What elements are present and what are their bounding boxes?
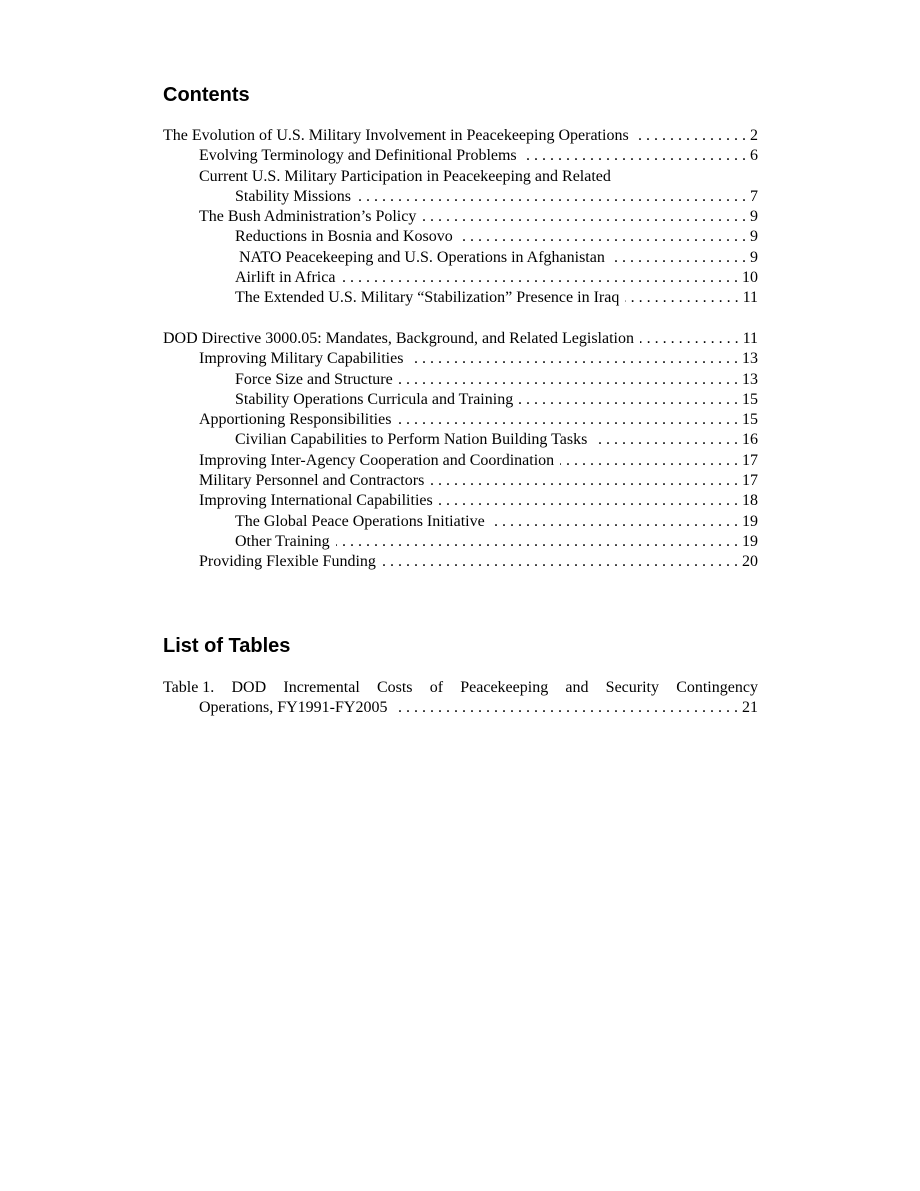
toc-entry-page: 7 [750, 187, 758, 205]
toc-entry-title: DOD Directive 3000.05: Mandates, Background, and Related Legislation [163, 329, 634, 347]
dot-leader [459, 227, 746, 247]
table-title-word: Peacekeeping [460, 679, 549, 696]
toc-entry[interactable] [163, 532, 758, 552]
toc-entry-continuation[interactable] [163, 187, 758, 207]
toc-entry-page: 19 [742, 532, 758, 550]
toc-entry[interactable] [163, 146, 758, 166]
toc-entry[interactable] [163, 471, 758, 491]
toc-entry-title: Apportioning Responsibilities [199, 411, 392, 429]
dot-leader [399, 370, 738, 390]
table-title-word: Security [605, 679, 659, 696]
toc-entry-page: 2 [750, 127, 758, 144]
toc-entry-page: 6 [750, 147, 758, 165]
toc-entry-page: 19 [742, 512, 758, 530]
table-label: Table 1. [163, 679, 215, 696]
toc-entry-title: The Global Peace Operations Initiative [235, 512, 485, 530]
dot-leader [397, 410, 738, 430]
toc-entry-page: 18 [742, 492, 758, 510]
dot-leader [491, 512, 738, 532]
toc-entry-title: NATO Peacekeeping and U.S. Operations in Afghanistan [239, 248, 605, 266]
toc-entry-page: 15 [742, 411, 758, 429]
toc-entry-title: Other Training [235, 532, 330, 550]
toc-entry-title: The Bush Administration’s Policy [199, 208, 417, 226]
toc-entry[interactable] [163, 451, 758, 471]
table-entry-page: 21 [742, 699, 758, 717]
dot-leader [409, 349, 738, 369]
dot-leader [336, 532, 738, 552]
toc-entry[interactable] [163, 552, 758, 572]
list-of-tables-heading: List of Tables [163, 635, 291, 657]
toc-entry-page: 17 [742, 451, 758, 469]
toc-entry[interactable] [163, 167, 758, 187]
dot-leader [382, 552, 738, 572]
toc-entry-page: 15 [742, 390, 758, 408]
toc-entry[interactable] [163, 207, 758, 227]
toc-entry-page: 9 [750, 208, 758, 226]
toc-entry-title: Military Personnel and Contractors [199, 472, 425, 490]
toc-entry-title: Reductions in Bosnia and Kosovo [235, 228, 453, 246]
dot-leader [519, 390, 738, 410]
toc-entry[interactable] [163, 491, 758, 511]
dot-leader [439, 491, 738, 511]
toc-entry-title: Stability Operations Curricula and Training [235, 390, 514, 408]
toc-entry-page: 9 [750, 248, 758, 266]
toc-entry-page: 11 [742, 329, 758, 347]
toc-entry-title: Improving International Capabilities [199, 492, 433, 510]
toc-entry[interactable] [163, 227, 758, 247]
table-title-word: Contingency [676, 679, 758, 696]
toc-entry-title: Airlift in Africa [235, 269, 336, 287]
toc-entry-title: Stability Missions [235, 187, 352, 205]
toc-entry-page: 20 [742, 553, 758, 571]
toc-entry[interactable] [163, 349, 758, 369]
table-entry-line-1 [163, 678, 758, 698]
toc-entry-title: The Extended U.S. Military “Stabilization” Presence in Iraq [235, 289, 620, 307]
toc-entry-page: 17 [742, 472, 758, 490]
table-title-word: and [565, 679, 589, 696]
toc-entry-page: 11 [742, 289, 758, 307]
dot-leader [593, 430, 738, 450]
toc-entry[interactable] [163, 430, 758, 450]
table-title-word: Costs [376, 679, 413, 696]
toc-entry-page: 9 [750, 228, 758, 246]
dot-leader [341, 268, 738, 288]
toc-entry[interactable] [163, 370, 758, 390]
dot-leader [635, 126, 746, 146]
contents-list [163, 126, 758, 573]
toc-entry[interactable] [163, 329, 758, 349]
dot-leader [422, 207, 746, 227]
toc-entry-title: Force Size and Structure [235, 370, 393, 388]
toc-entry[interactable] [163, 512, 758, 532]
table-entry-line-2 [163, 698, 758, 718]
dot-leader [640, 329, 739, 349]
dot-leader [625, 288, 738, 308]
toc-entry-title: Civilian Capabilities to Perform Nation Building Tasks [235, 431, 588, 449]
toc-entry-title: Improving Inter-Agency Cooperation and Coordination [199, 451, 555, 469]
dot-leader [523, 146, 746, 166]
toc-entry-title: Providing Flexible Funding [199, 553, 376, 571]
table-title-continuation: Operations, FY1991-FY2005 [199, 699, 388, 717]
table-title-word: Incremental [283, 679, 360, 696]
dot-leader [357, 187, 746, 207]
dot-leader [430, 471, 738, 491]
table-title-word: of [429, 679, 444, 696]
toc-entry-page: 13 [742, 370, 758, 388]
dot-leader [611, 248, 746, 268]
toc-entry-title: Evolving Terminology and Definitional Problems [199, 147, 517, 165]
dot-leader [560, 451, 738, 471]
dot-leader [393, 698, 738, 718]
toc-entry-page: 16 [742, 431, 758, 449]
toc-entry[interactable] [163, 288, 758, 308]
toc-entry[interactable] [163, 126, 758, 146]
toc-entry-title: Current U.S. Military Participation in Peacekeeping and Related [199, 167, 611, 185]
toc-entry[interactable] [163, 248, 758, 268]
table-title-word: DOD [231, 679, 267, 696]
contents-heading: Contents [163, 84, 250, 106]
table-entry[interactable] [163, 678, 758, 719]
toc-entry[interactable] [163, 390, 758, 410]
toc-entry[interactable] [163, 410, 758, 430]
toc-entry-page: 10 [742, 269, 758, 287]
toc-entry-title: The Evolution of U.S. Military Involvement in Peacekeeping Operations [163, 127, 629, 144]
toc-entry[interactable] [163, 268, 758, 288]
toc-entry-title: Improving Military Capabilities [199, 350, 404, 368]
toc-entry-page: 13 [742, 350, 758, 368]
